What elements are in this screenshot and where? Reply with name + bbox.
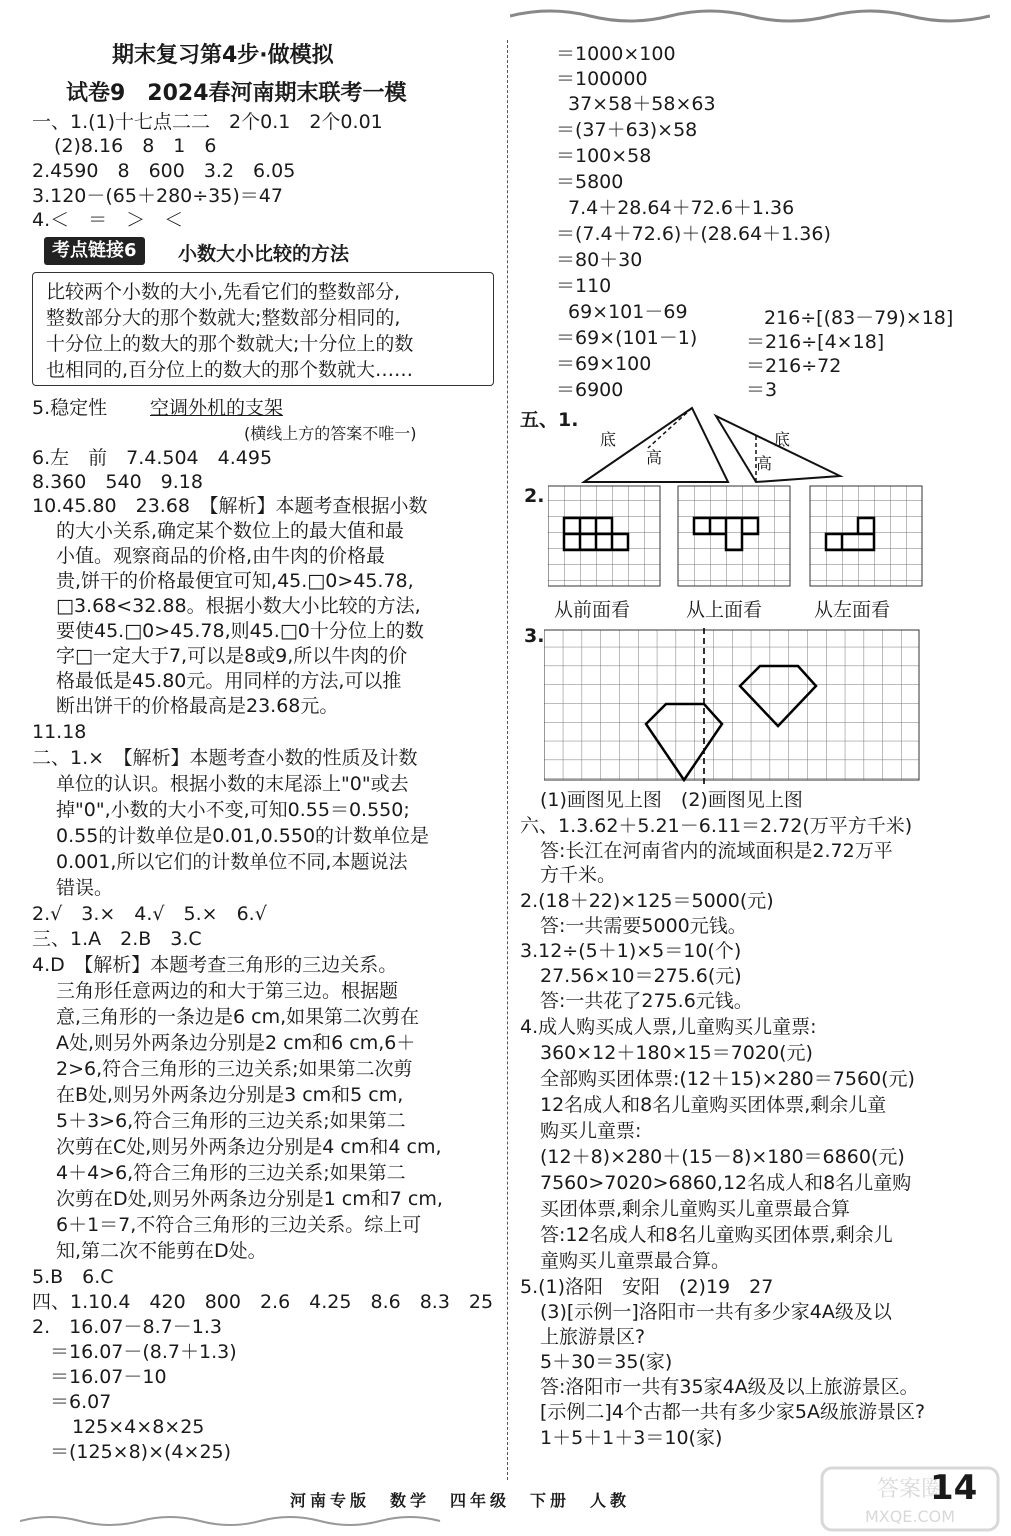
- answer-line: 10.45.80 23.68 【解析】本题考查根据小数: [32, 495, 428, 517]
- answer-line: 7.4＋28.64＋72.6＋1.36: [568, 197, 795, 219]
- answer-line: 3.12÷(5＋1)×5＝10(个): [520, 940, 742, 962]
- answer-line: 8.360 540 9.18: [32, 471, 203, 493]
- answer-line: 4.＜ ＝ ＞ ＜: [32, 209, 184, 231]
- answer-line: 意,三角形的一条边是6 cm,如果第二次剪在: [56, 1006, 420, 1028]
- answer-line: ＝5800: [556, 171, 624, 193]
- answer-line: ＝16.07－10: [50, 1366, 167, 1388]
- answer-line: 童购买儿童票最合算。: [540, 1250, 731, 1272]
- answer-line: 4.成人购买成人票,儿童购买儿童票:: [520, 1016, 817, 1038]
- svg-text:答案圈: 答案圈: [876, 1477, 944, 1502]
- answer-line: 贵,饼干的价格最便宜可知,45.□0>45.78,: [56, 570, 414, 592]
- answer-underlined: 空调外机的支架: [150, 397, 284, 419]
- knowledge-line: 整数部分大的那个数就大;整数部分相同的,: [46, 307, 401, 329]
- view-caption-front: 从前面看: [554, 599, 631, 621]
- answer-line: 2.√ 3.× 4.√ 5.× 6.√: [32, 903, 267, 925]
- answer-line: (3)[示例一]洛阳市一共有多少家4A级及以: [540, 1301, 892, 1323]
- page-footer: 河南专版 数学 四年级 下册 人教: [290, 1491, 631, 1510]
- knowledge-line: 比较两个小数的大小,先看它们的整数部分,: [46, 281, 401, 303]
- knowledge-line: 也相同的,百分位上的数大的那个数就大……: [46, 359, 414, 381]
- answer-line: 12名成人和8名儿童购买团体票,剩余儿童: [540, 1094, 887, 1116]
- grid-top: [678, 486, 790, 586]
- answer-line: ＝110: [556, 275, 612, 297]
- answer-line: 37×58＋58×63: [568, 93, 716, 115]
- knowledge-link-title: 小数大小比较的方法: [178, 243, 350, 265]
- answer-line: A处,则另外两条边分别是2 cm和6 cm,6＋: [56, 1032, 416, 1054]
- answer-line: 2. 16.07－8.7－1.3: [32, 1316, 222, 1338]
- page-number: 14: [930, 1468, 978, 1508]
- answer-line: 格最低是45.80元。用同样的方法,可以推: [56, 670, 402, 692]
- answer-line: 一、1.(1)十七点二二 2个0.1 2个0.01: [32, 111, 383, 133]
- answer-line: 2.4590 8 600 3.2 6.05: [32, 160, 296, 182]
- answer-line: ＝80＋30: [556, 249, 643, 271]
- answer-line: 知,第二次不能剪在D处。: [56, 1240, 267, 1262]
- answer-line: 5.B 6.C: [32, 1266, 114, 1288]
- answer-line: 69×101－69: [568, 301, 688, 323]
- answer-line: 11.18: [32, 721, 87, 743]
- view-grids: [548, 484, 988, 590]
- answer-line: 5.稳定性: [32, 397, 108, 419]
- answer-line: ＝6.07: [50, 1391, 112, 1413]
- answer-line: 单位的认识。根据小数的末尾添上"0"或去: [56, 773, 409, 795]
- section-label: 五、1.: [520, 409, 579, 431]
- header-decoration: [510, 4, 990, 26]
- svg-text:MXQE.COM: MXQE.COM: [864, 1507, 956, 1526]
- answer-line: 5＋3>6,符合三角形的三边关系;如果第二: [56, 1110, 406, 1132]
- answer-line: 7560>7020>6860,12名成人和8名儿童购: [540, 1172, 912, 1194]
- answer-line: ＝69×100: [556, 353, 652, 375]
- page-title: 期末复习第4步·做模拟: [112, 43, 334, 68]
- answer-line: (1)画图见上图 (2)画图见上图: [540, 789, 803, 811]
- answer-line: 1＋5＋1＋3＝10(家): [540, 1427, 723, 1449]
- triangle-base-label: 底: [600, 430, 617, 449]
- answer-line: 2.(18＋22)×125＝5000(元): [520, 890, 774, 912]
- answer-line: 购买儿童票:: [540, 1120, 642, 1142]
- answer-line: 答:长江在河南省内的流域面积是2.72万平: [540, 840, 893, 862]
- triangle-height-label: 高: [646, 448, 663, 467]
- answer-note: (横线上方的答案不唯一): [244, 424, 417, 443]
- answer-line: 3.120－(65＋280÷35)＝47: [32, 185, 283, 207]
- triangle-base-label: 底: [774, 430, 791, 449]
- answer-line: ＝1000×100: [556, 43, 676, 65]
- answer-line: 答:洛阳市一共有35家4A级及以上旅游景区。: [540, 1376, 919, 1398]
- view-caption-left: 从左面看: [814, 599, 891, 621]
- answer-line: 字□一定大于7,可以是8或9,所以牛肉的价: [56, 645, 408, 667]
- answer-line: (2)8.16 8 1 6: [54, 135, 217, 157]
- answer-line: 全部购买团体票:(12＋15)×280＝7560(元): [540, 1068, 915, 1090]
- answer-line: 方千米。: [540, 864, 617, 886]
- answer-line: ＝3: [746, 379, 778, 401]
- answer-line: 二、1.× 【解析】本题考查小数的性质及计数: [32, 747, 418, 769]
- answer-line: 216÷[(83－79)×18]: [764, 307, 954, 329]
- answer-line: 在B处,则另外两条边分别是3 cm和5 cm,: [56, 1084, 404, 1106]
- answer-line: 答:一共需要5000元钱。: [540, 915, 747, 937]
- answer-line: 上旅游景区?: [540, 1326, 646, 1348]
- footer-decoration: [20, 1512, 480, 1530]
- answer-line: 6＋1＝7,不符合三角形的三边关系。综上可: [56, 1214, 422, 1236]
- view-caption-top: 从上面看: [686, 599, 763, 621]
- answer-line: 125×4×8×25: [72, 1416, 205, 1438]
- answer-line: ＝6900: [556, 379, 624, 401]
- answer-line: 答:一共花了275.6元钱。: [540, 990, 753, 1012]
- answer-line: 要使45.□0>45.78,则45.□0十分位上的数: [56, 620, 424, 642]
- answer-line: 5＋30＝35(家): [540, 1351, 673, 1373]
- grid-front: [548, 486, 660, 586]
- answer-line: 三角形任意两边的和大于第三边。根据题: [56, 980, 399, 1002]
- answer-line: 4.D 【解析】本题考查三角形的三边关系。: [32, 954, 398, 976]
- answer-line: 的大小关系,确定某个数位上的最大值和最: [56, 520, 405, 542]
- knowledge-line: 十分位上的数大的那个数就大;十分位上的数: [46, 333, 414, 355]
- answer-line: 27.56×10＝275.6(元): [540, 965, 742, 987]
- answer-line: 掉"0",小数的大小不变,可知0.55＝0.550;: [56, 799, 410, 821]
- answer-line: 买团体票,剩余儿童购买儿童票最合算: [540, 1198, 851, 1220]
- answer-line: 次剪在D处,则另外两条边分别是1 cm和7 cm,: [56, 1188, 443, 1210]
- section-label: 3.: [524, 625, 545, 647]
- answer-line: 小值。观察商品的价格,由牛肉的价格最: [56, 545, 386, 567]
- answer-line: □3.68<32.88。根据小数大小比较的方法,: [56, 595, 421, 617]
- answer-line: 答:12名成人和8名儿童购买团体票,剩余儿: [540, 1224, 893, 1246]
- answer-line: ＝216÷72: [746, 355, 842, 377]
- answer-line: 三、1.A 2.B 3.C: [32, 928, 202, 950]
- answer-line: ＝100000: [556, 68, 648, 90]
- answer-line: ＝(7.4＋72.6)＋(28.64＋1.36): [556, 223, 831, 245]
- answer-line: ＝100×58: [556, 145, 652, 167]
- column-divider: [507, 40, 508, 1480]
- answer-line: 6.左 前 7.4.504 4.495: [32, 447, 273, 469]
- answer-line: 四、1.10.4 420 800 2.6 4.25 8.6 8.3 25: [32, 1291, 494, 1313]
- answer-line: ＝16.07－(8.7＋1.3): [50, 1341, 237, 1363]
- answer-line: ＝69×(101－1): [556, 327, 698, 349]
- answer-line: 断出饼干的价格最高是23.68元。: [56, 695, 339, 717]
- knowledge-link-tag: 考点链接6: [44, 237, 145, 265]
- answer-line: 0.55的计数单位是0.01,0.550的计数单位是: [56, 825, 430, 847]
- answer-line: 360×12＋180×15＝7020(元): [540, 1042, 813, 1064]
- answer-line: ＝(37＋63)×58: [556, 119, 698, 141]
- answer-line: 4＋4>6,符合三角形的三边关系;如果第二: [56, 1162, 406, 1184]
- grid-left: [810, 486, 922, 586]
- section-label: 2.: [524, 485, 545, 507]
- answer-line: ＝(125×8)×(4×25): [50, 1441, 232, 1463]
- answer-line: 次剪在C处,则另外两条边分别是4 cm和4 cm,: [56, 1136, 442, 1158]
- answer-line: 0.001,所以它们的计数单位不同,本题说法: [56, 851, 408, 873]
- exam-subtitle: 试卷9 2024春河南期末联考一模: [66, 81, 407, 106]
- answer-line: 错误。: [56, 877, 114, 899]
- answer-line: [示例二]4个古都一共有多少家5A级旅游景区?: [540, 1401, 926, 1423]
- answer-line: ＝216÷[4×18]: [746, 331, 885, 353]
- answer-line: 六、1.3.62＋5.21－6.11＝2.72(万平方千米): [520, 815, 913, 837]
- answer-line: (12＋8)×280＋(15－8)×180＝6860(元): [540, 1146, 905, 1168]
- answer-line: 2>6,符合三角形的三边关系;如果第二次剪: [56, 1058, 413, 1080]
- answer-line: 5.(1)洛阳 安阳 (2)19 27: [520, 1276, 774, 1298]
- symmetry-grid: [544, 628, 924, 784]
- triangle-height-label: 高: [756, 454, 773, 473]
